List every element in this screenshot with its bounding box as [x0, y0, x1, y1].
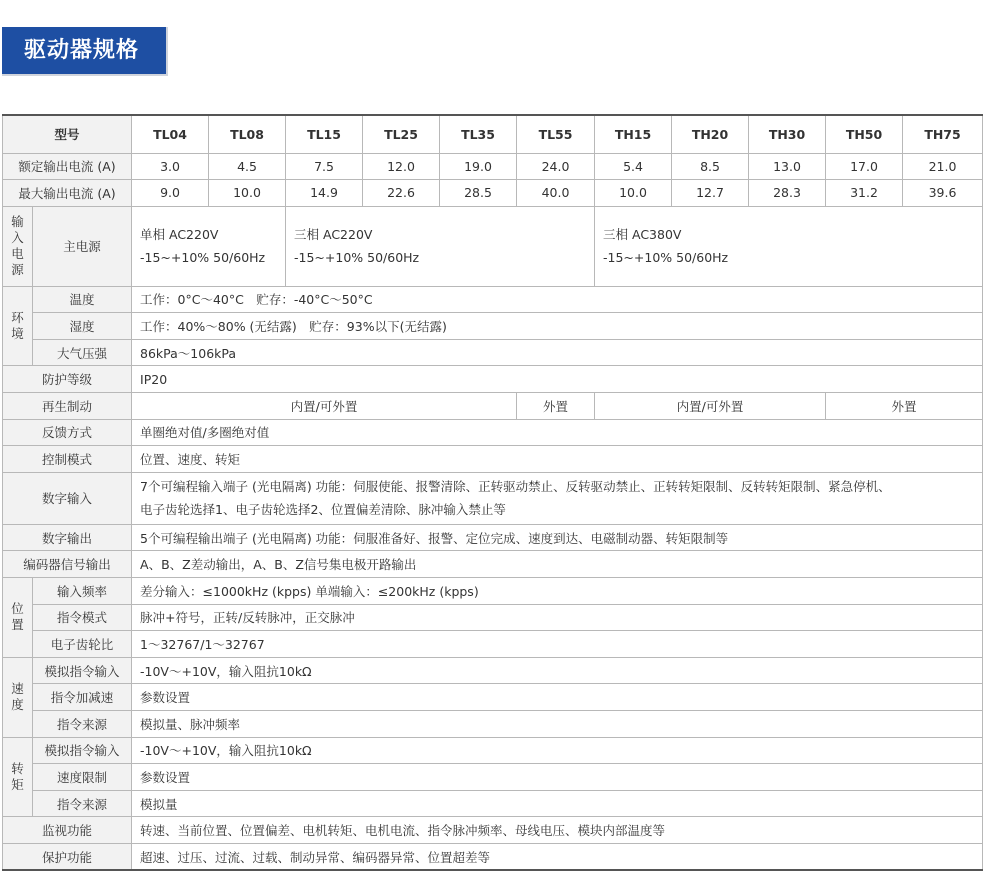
input-freq-value: 差分输入：≤1000kHz (kpps) 单端输入：≤200kHz (kpps) [132, 578, 983, 605]
max-current-value: 14.9 [286, 180, 363, 207]
cmd-mode-label: 指令模式 [33, 604, 132, 631]
digital-output-value: 5个可编程输出端子 (光电隔离) 功能：伺服准备好、报警、定位完成、速度到达、电磁制动器、转矩限制等 [132, 524, 983, 551]
position-cmd-row [3, 604, 983, 631]
control-mode-label: 控制模式 [3, 446, 132, 473]
rated-current-value: 21.0 [903, 153, 983, 180]
temperature-value: 工作：0°C～40°C 贮存：-40°C～50°C [132, 286, 983, 313]
rated-current-row [3, 153, 983, 180]
environment-group: 环境 [3, 286, 33, 366]
temperature-row [3, 286, 983, 313]
three-phase-380-cell [595, 206, 983, 286]
speed-analog-row [3, 657, 983, 684]
max-current-value: 10.0 [595, 180, 672, 207]
input-power-row [3, 206, 983, 286]
speed-accel-label: 指令加减速 [33, 684, 132, 711]
max-current-value: 10.0 [209, 180, 286, 207]
encoder-output-row [3, 551, 983, 578]
regen-brake-value: 内置/可外置 [132, 393, 517, 420]
three-phase-220-range: -15~+10% 50/60Hz [294, 250, 420, 266]
rated-current-value: 19.0 [440, 153, 517, 180]
torque-limit-row [3, 764, 983, 791]
torque-group: 转矩 [3, 737, 33, 817]
rated-current-value: 5.4 [595, 153, 672, 180]
speed-analog-label: 模拟指令输入 [33, 657, 132, 684]
model-cell: TH15 [595, 115, 672, 153]
encoder-output-value: A、B、Z差动输出，A、B、Z信号集电极开路输出 [132, 551, 983, 578]
protection-row [3, 843, 983, 870]
digital-input-label: 数字输入 [3, 472, 132, 524]
rated-current-label: 额定输出电流 (A) [3, 153, 132, 180]
model-cell: TH50 [826, 115, 903, 153]
three-phase-380-voltage: 三相 AC380V [603, 227, 682, 243]
control-mode-row [3, 446, 983, 473]
speed-accel-row [3, 684, 983, 711]
max-current-value: 12.7 [672, 180, 749, 207]
max-current-row [3, 180, 983, 207]
input-freq-label: 输入频率 [33, 578, 132, 605]
torque-source-label: 指令来源 [33, 790, 132, 817]
protection-label: 保护功能 [3, 843, 132, 870]
regen-brake-row [3, 393, 983, 420]
monitor-value: 转速、当前位置、位置偏差、电机转矩、电机电流、指令脉冲频率、母线电压、模块内部温度等 [132, 817, 983, 844]
single-phase-voltage: 单相 AC220V [140, 227, 219, 243]
max-current-value: 9.0 [132, 180, 209, 207]
model-cell: TL04 [132, 115, 209, 153]
control-mode-value: 位置、速度、转矩 [132, 446, 983, 473]
regen-brake-value: 内置/可外置 [595, 393, 826, 420]
model-cell: TH75 [903, 115, 983, 153]
max-current-value: 40.0 [517, 180, 595, 207]
title-shadow [2, 27, 168, 76]
encoder-output-label: 编码器信号输出 [3, 551, 132, 578]
humidity-value: 工作：40%～80% (无结露) 贮存：93%以下(无结露) [132, 313, 983, 340]
single-phase-range: -15~+10% 50/60Hz [140, 250, 266, 266]
pressure-label: 大气压强 [33, 339, 132, 366]
torque-limit-label: 速度限制 [33, 764, 132, 791]
speed-accel-value: 参数设置 [132, 684, 983, 711]
model-cell: TL35 [440, 115, 517, 153]
regen-brake-value: 外置 [826, 393, 983, 420]
torque-source-row [3, 790, 983, 817]
torque-analog-value: -10V～+10V，输入阻抗10kΩ [132, 737, 983, 764]
feedback-row [3, 419, 983, 446]
monitor-row [3, 817, 983, 844]
rated-current-value: 24.0 [517, 153, 595, 180]
model-cell: TL25 [363, 115, 440, 153]
position-group: 位置 [3, 578, 33, 658]
torque-analog-row [3, 737, 983, 764]
rated-current-value: 17.0 [826, 153, 903, 180]
max-current-label: 最大输出电流 (A) [3, 180, 132, 207]
speed-group: 速度 [3, 657, 33, 737]
rated-current-value: 8.5 [672, 153, 749, 180]
rated-current-value: 3.0 [132, 153, 209, 180]
rated-current-value: 12.0 [363, 153, 440, 180]
single-phase-cell [132, 206, 286, 286]
torque-analog-label: 模拟指令输入 [33, 737, 132, 764]
pressure-row [3, 339, 983, 366]
header-row [3, 115, 983, 153]
feedback-label: 反馈方式 [3, 419, 132, 446]
max-current-value: 22.6 [363, 180, 440, 207]
gear-ratio-value: 1～32767/1～32767 [132, 631, 983, 658]
protection-class-row [3, 366, 983, 393]
three-phase-220-voltage: 三相 AC220V [294, 227, 373, 243]
feedback-value: 单圈绝对值/多圈绝对值 [132, 419, 983, 446]
torque-source-value: 模拟量 [132, 790, 983, 817]
humidity-label: 湿度 [33, 313, 132, 340]
model-cell: TH30 [749, 115, 826, 153]
main-power-label: 主电源 [33, 206, 132, 286]
spec-table [2, 114, 983, 871]
position-gear-row [3, 631, 983, 658]
torque-limit-value: 参数设置 [132, 764, 983, 791]
digital-output-row [3, 524, 983, 551]
rated-current-value: 13.0 [749, 153, 826, 180]
speed-source-value: 模拟量、脉冲频率 [132, 711, 983, 738]
rated-current-value: 7.5 [286, 153, 363, 180]
max-current-value: 28.5 [440, 180, 517, 207]
input-power-group: 输入电源 [3, 206, 33, 286]
regen-brake-value: 外置 [517, 393, 595, 420]
speed-analog-value: -10V～+10V，输入阻抗10kΩ [132, 657, 983, 684]
three-phase-380-range: -15~+10% 50/60Hz [603, 250, 729, 266]
digital-input-row [3, 472, 983, 524]
humidity-row [3, 313, 983, 340]
digital-input-line: 电子齿轮选择1、电子齿轮选择2、位置偏差清除、脉冲输入禁止等 [140, 502, 506, 518]
digital-input-line: 7个可编程输入端子 (光电隔离) 功能：伺服使能、报警清除、正转驱动禁止、反转驱动禁止、正转转矩限制、反转转矩限制、紧急停机、 [140, 479, 891, 495]
model-cell: TL15 [286, 115, 363, 153]
max-current-value: 39.6 [903, 180, 983, 207]
model-label: 型号 [3, 115, 132, 153]
model-cell: TH20 [672, 115, 749, 153]
monitor-label: 监视功能 [3, 817, 132, 844]
protection-class-label: 防护等级 [3, 366, 132, 393]
max-current-value: 31.2 [826, 180, 903, 207]
digital-output-label: 数字输出 [3, 524, 132, 551]
three-phase-220-cell [286, 206, 595, 286]
position-freq-row [3, 578, 983, 605]
regen-brake-label: 再生制动 [3, 393, 132, 420]
page-title: 驱动器规格 [2, 27, 166, 74]
speed-source-label: 指令来源 [33, 711, 132, 738]
model-cell: TL08 [209, 115, 286, 153]
model-cell: TL55 [517, 115, 595, 153]
temperature-label: 温度 [33, 286, 132, 313]
digital-input-value [132, 472, 983, 524]
cmd-mode-value: 脉冲+符号，正转/反转脉冲，正交脉冲 [132, 604, 983, 631]
protection-value: 超速、过压、过流、过载、制动异常、编码器异常、位置超差等 [132, 843, 983, 870]
rated-current-value: 4.5 [209, 153, 286, 180]
gear-ratio-label: 电子齿轮比 [33, 631, 132, 658]
speed-source-row [3, 711, 983, 738]
pressure-value: 86kPa～106kPa [132, 339, 983, 366]
max-current-value: 28.3 [749, 180, 826, 207]
protection-class-value: IP20 [132, 366, 983, 393]
